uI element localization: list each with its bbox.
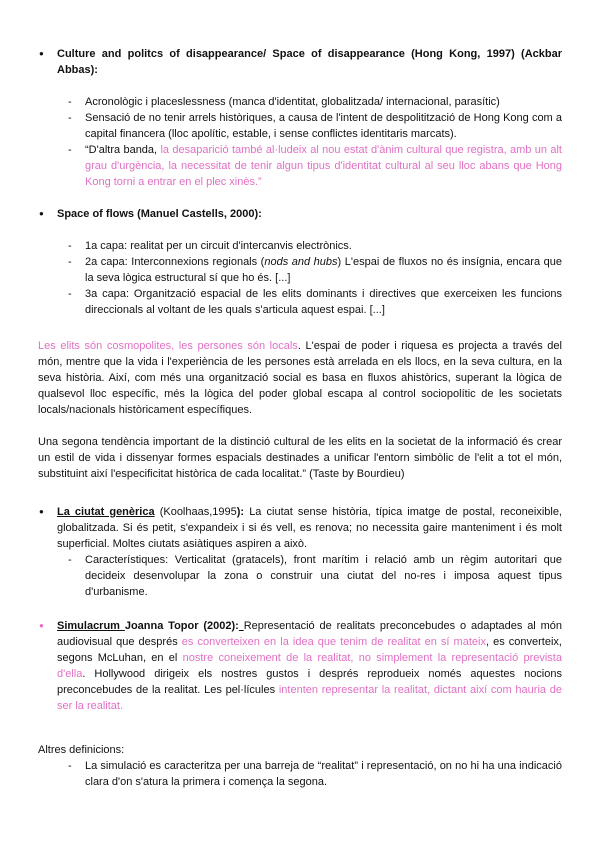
text-segment: Una segona tendència important de la distinció cultural de les elits en la societat de la informació és crear un estil de vida i dissenyar formes espacials destinades a unificar l'entorn simbòlic de l'elit a tot el món, substituint així l'especificitat històrica de cada localitat.” (Taste by Bourdieu) xyxy=(38,436,562,480)
text-segment: Space of flows (Manuel Castells, 2000): xyxy=(57,208,262,220)
list-item-capa-1 xyxy=(38,238,562,254)
text-segment: (Koolhaas,1995 xyxy=(154,506,237,518)
text-segment: Representació de realitats preconcebudes o adaptades al món audiovisual que després xyxy=(57,620,562,648)
list-item-text xyxy=(85,94,562,110)
heading-space-of-flows xyxy=(57,206,562,222)
list-item-text xyxy=(85,758,562,790)
dash-icon: - xyxy=(68,288,72,300)
bullet-icon: ● xyxy=(39,49,44,58)
text-segment: Sensació de no tenir arrels històriques, a causa de l'intent de despolitització de Hong Kong com a capital financera (lloc apolític, estable, i sense conflictes identitaris marcats). xyxy=(85,112,562,140)
text-segment: intenten representar la realitat, dictant així com hauria de ser la realitat. xyxy=(57,684,562,712)
list-item-text xyxy=(85,254,562,286)
text-segment: Joanna Topor (2002): xyxy=(124,620,239,632)
text-segment: 1a capa: realitat per un circuit d'intercanvis electrònics. xyxy=(85,240,352,252)
paragraph-text xyxy=(38,338,562,418)
list-item-caracteristiques xyxy=(38,552,562,600)
list-item-text xyxy=(85,286,562,318)
text-segment: ): xyxy=(236,506,250,518)
text-segment: Culture and politcs of disappearance/ Space of disappearance (Hong Kong, 1997) (Ackbar Abbas): xyxy=(57,48,562,76)
text-segment: nostre coneixement de la realitat, no simplement la representació prevista d'ella xyxy=(57,652,562,680)
dash-icon: - xyxy=(68,240,72,252)
dash-icon: - xyxy=(68,760,72,772)
list-item-daltra-banda-quote xyxy=(38,142,562,190)
text-segment: La ciutat genèrica xyxy=(57,506,155,518)
bullet-icon: ● xyxy=(39,209,44,218)
text-segment: La simulació es caracteritza per una barreja de “realitat” i representació, on no hi ha una indicació clara d'on s'atura la primera i comença la segona. xyxy=(85,760,562,788)
list-item-text xyxy=(85,238,562,254)
heading-ciutat-generica xyxy=(57,504,562,552)
text-segment: La ciutat sense història, típica imatge de postal, reconeixible, globalitzada. Si és petit, s'expandeix i si és vell, es renova; no necessita gaire manteniment i és molt superficial. Moltes ciutats asiàtiques aspiren a això. xyxy=(57,506,562,550)
text-segment: Altres definicions: xyxy=(38,744,125,756)
bullet-item-ciutat-generica xyxy=(38,504,562,552)
text-segment: Simulacrum xyxy=(57,620,125,632)
text-segment: la desaparició també al·ludeix al nou estat d'ànim cultural que registra, amb un alt grau d'urgència, la necessitat de tenir algun tipus d'identitat cultural al seu lloc abans que Hong Kong torni a entrar en el plec xinès.” xyxy=(85,144,562,188)
dash-icon: - xyxy=(68,96,72,108)
list-item-capa-3 xyxy=(38,286,562,318)
paragraph-elits-cosmopolites xyxy=(38,338,562,418)
list-item-capa-2 xyxy=(38,254,562,286)
heading-simulacrum xyxy=(57,618,562,714)
bullet-icon: ● xyxy=(39,507,44,516)
text-segment: . Hollywood dirigeix els nostres gustos i després reprodueix només aquestes nocions preconcebudes de la realitat. Les pel·lícules xyxy=(57,668,562,696)
text-segment: Les elits són cosmopolites, les persones són locals xyxy=(38,340,298,352)
text-segment: 3a capa: Organització espacial de les elits dominants i directives que exerceixen les funcions direccionals al voltant de les quals s'articula aquest espai. [...] xyxy=(85,288,562,316)
text-segment: nods and hubs xyxy=(264,256,338,268)
paragraph-text xyxy=(38,434,562,482)
dash-icon: - xyxy=(68,256,72,268)
dash-icon: - xyxy=(68,554,72,566)
bullet-icon: ● xyxy=(39,621,44,630)
text-segment: 2a capa: Interconnexions regionals ( xyxy=(85,256,265,268)
text-segment: Acronològic i placeslessness (manca d'identitat, globalitzada/ internacional, parasític) xyxy=(85,96,500,108)
list-item-text xyxy=(85,110,562,142)
list-item-acronologic xyxy=(38,94,562,110)
text-segment: es converteixen en la idea que tenim de realitat en sí mateix xyxy=(181,636,486,648)
paragraph-segona-tendencia xyxy=(38,434,562,482)
dash-icon: - xyxy=(68,112,72,124)
text-segment: “D'altra banda, xyxy=(85,144,161,156)
list-item-text xyxy=(85,552,562,600)
text-segment: Característiques: Verticalitat (gratacels), front marítim i relació amb un règim autoritari que decideix desenvolupar la zona o construir una ciutat del no-res i imposa aquest tipus d'urbanisme. xyxy=(85,554,562,598)
list-item-sensacio xyxy=(38,110,562,142)
paragraph-text xyxy=(38,742,562,758)
heading-culture-politics xyxy=(57,46,562,78)
text-segment: ) L'espai de fluxos no és insígnia, encara que la seva lògica estructural sí que ho és. [...] xyxy=(85,256,562,284)
list-item-text xyxy=(85,142,562,190)
list-item-simulacio xyxy=(38,758,562,790)
bullet-item-space-of-flows xyxy=(38,206,562,222)
bullet-item-simulacrum xyxy=(38,618,562,714)
bullet-item-culture-politics xyxy=(38,46,562,78)
dash-icon: - xyxy=(68,144,72,156)
text-segment: , es converteix, segons McLuhan, en el xyxy=(57,636,562,664)
text-segment: . L'espai de poder i riquesa es projecta a través del món, mentre que la vida i l'experiència de les persones està arrelada en els llocs, en la seva cultura, en la seva història. Així, com més una organització social es basa en fluxos ahistòrics, superant la lògica de qualsevol lloc específic, més la lògica del poder global escapa al control sociopolític de les societats locals/nacionals històricament específiques. xyxy=(38,340,562,416)
paragraph-altres-definicions xyxy=(38,742,562,758)
